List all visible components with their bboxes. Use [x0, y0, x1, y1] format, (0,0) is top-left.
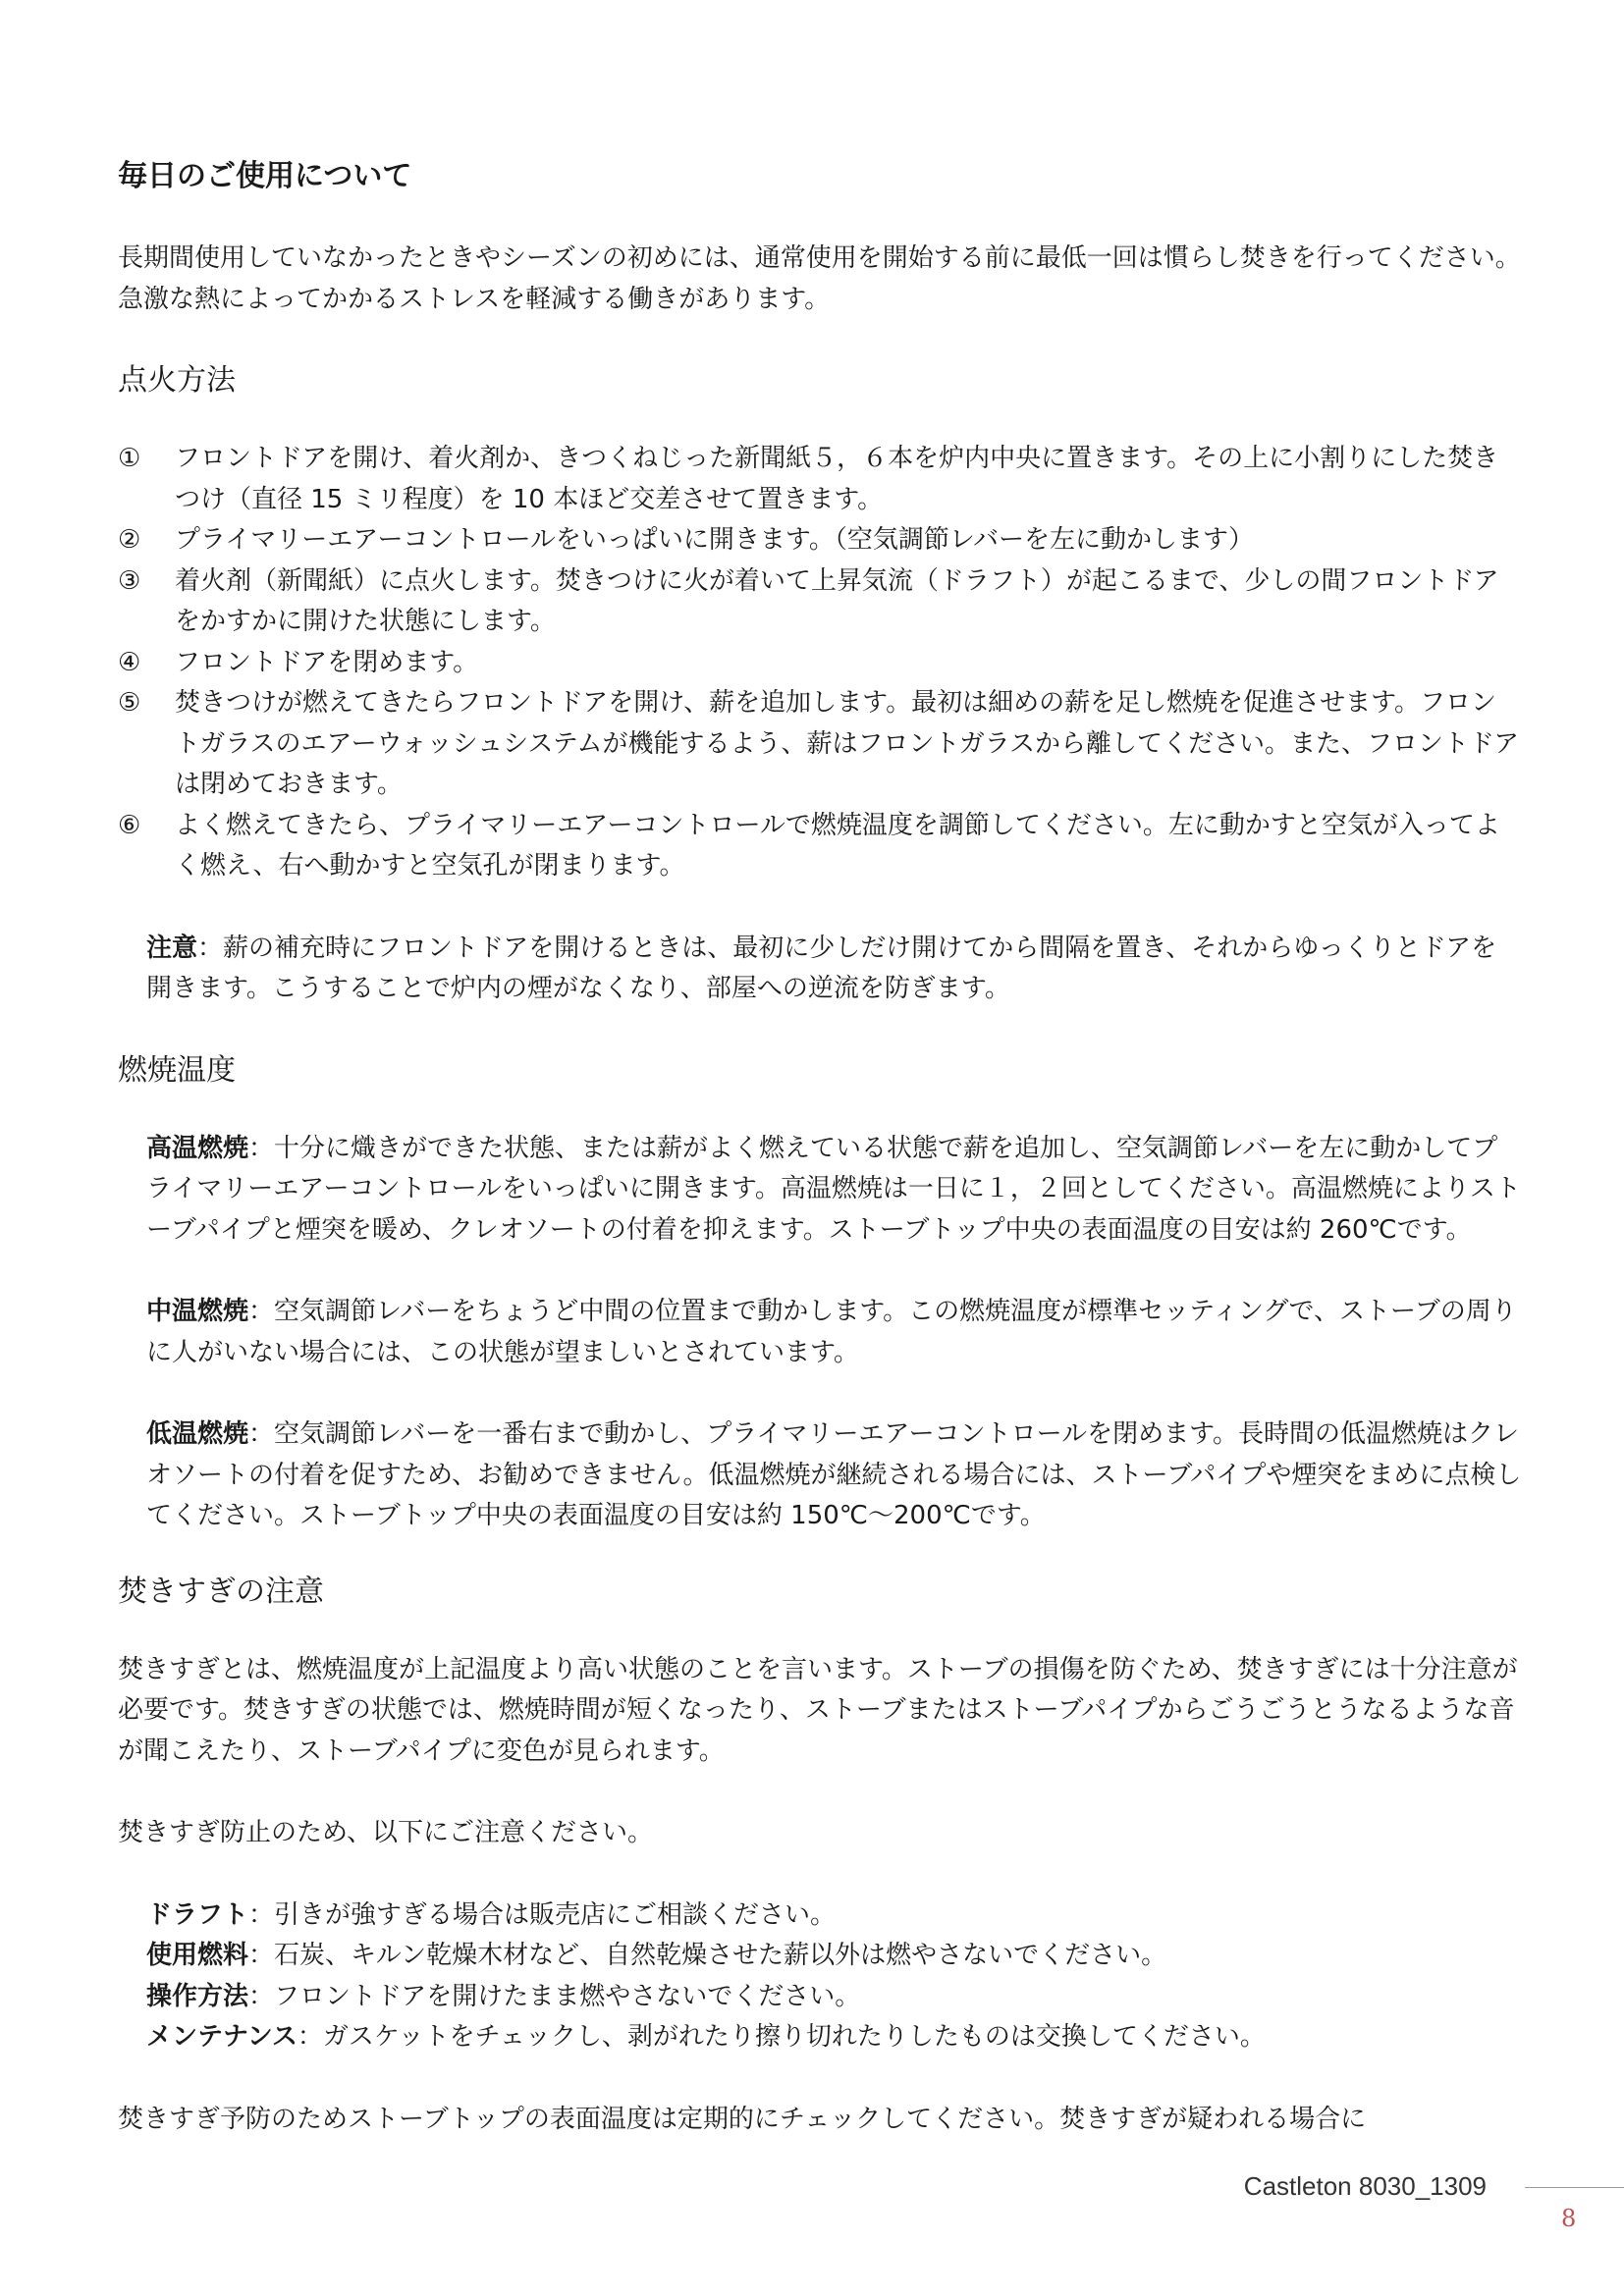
low-burn-paragraph [118, 1415, 1522, 1537]
section-title-overfire: 焚きすぎの注意 [118, 1574, 324, 1609]
caution-label: 注意 [146, 933, 198, 963]
tip-text: ：引きが強すぎる場合は販売店にご相談ください。 [248, 1899, 837, 1930]
tip-text: ：ガスケットをチェックし、剥がれたり擦り切れたりしたものは交換してください。 [297, 2022, 1266, 2052]
step-item [118, 806, 1522, 887]
step-item [118, 643, 1522, 684]
section-title-combustion: 燃焼温度 [118, 1052, 236, 1088]
step-item [118, 683, 1522, 806]
step-item [118, 561, 1522, 643]
step-text: フロントドアを閉めます。 [175, 647, 479, 677]
ignition-steps [118, 439, 1522, 887]
medium-burn-text: ：空気調節レバーをちょうど中間の位置まで動かします。この燃焼温度が標準セッティングで、ストーブの周りに人がいない場合には、この状態が望ましいとされています。 [146, 1297, 1517, 1367]
overfire-check-paragraph: 焚きすぎ予防のためストーブトップの表面温度は定期的にチェックしてください。焚きすぎが疑われる場合に [118, 2104, 1367, 2134]
step-item [118, 520, 1522, 561]
high-burn-paragraph [118, 1129, 1522, 1252]
intro-paragraph: 長期間使用していなかったときやシーズンの初めには、通常使用を開始する前に最低一回は慣らし焚きを行ってください。急激な熱によってかかるストレスを軽減する働きがあります。 [118, 243, 1521, 314]
caution-note [118, 929, 1522, 1010]
footer-rule [1525, 2187, 1624, 2188]
tip-item [146, 2017, 1522, 2058]
caution-text: ：薪の補充時にフロントドアを開けるときは、最初に少しだけ開けてから間隔を置き、それからゆっくりとドアを開きます。こうすることで炉内の煙がなくなり、部屋への逆流を防ぎます。 [146, 933, 1497, 1003]
page-footer [0, 2171, 1624, 2230]
step-text: プライマリーエアーコントロールをいっぱいに開きます。（空気調節レバーを左に動かします） [175, 525, 1255, 555]
step-item [118, 439, 1522, 520]
tip-item [146, 1896, 1522, 1937]
section-title-ignition: 点火方法 [118, 363, 236, 398]
step-number: ④ [118, 647, 141, 677]
step-number: ① [118, 444, 141, 473]
high-burn-label: 高温燃焼 [146, 1133, 249, 1163]
tip-label: 操作方法 [146, 1981, 249, 2011]
step-number: ⑥ [118, 810, 141, 840]
low-burn-text: ：空気調節レバーを一番右まで動かし、プライマリーエアーコントロールを閉めます。長時間の低温燃焼はクレオソートの付着を促すため、お勧めできません。低温燃焼が継続される場合には、ストーブパイプや煙突をまめに点検してください。ストーブトップ中央の表面温度の目安は約 150℃～200℃です。 [146, 1419, 1522, 1530]
step-number: ② [118, 525, 141, 555]
page-title: 毎日のご使用について [118, 159, 412, 193]
step-text: フロントドアを開け、着火剤か、きつくねじった新聞紙５，６本を炉内中央に置きます。その上に小割りにした焚きつけ（直径 15 ミリ程度）を 10 本ほど交差させて置きます。 [175, 444, 1499, 514]
tip-item [146, 1977, 1522, 2018]
overfire-tips [118, 1896, 1522, 2058]
step-text: 焚きつけが燃えてきたらフロントドアを開け、薪を追加します。最初は細めの薪を足し燃焼を促進させます。フロントガラスのエアーウォッシュシステムが機能するよう、薪はフロントガラスから離してください。また、フロントドアは閉めておきます。 [175, 688, 1520, 799]
medium-burn-label: 中温燃焼 [146, 1297, 249, 1326]
tip-item [146, 1936, 1522, 1977]
page-number: 8 [1561, 2205, 1577, 2232]
low-burn-label: 低温燃焼 [146, 1419, 249, 1449]
step-text: 着火剤（新聞紙）に点火します。焚きつけに火が着いて上昇気流（ドラフト）が起こるまで、少しの間フロントドアをかすかに開けた状態にします。 [175, 565, 1499, 636]
medium-burn-paragraph [118, 1292, 1522, 1373]
page-content [118, 157, 1522, 2181]
step-text: よく燃えてきたら、プライマリーエアーコントロールで燃焼温度を調節してください。左に動かすと空気が入ってよく燃え、右へ動かすと空気孔が閉まります。 [175, 810, 1500, 881]
step-number: ③ [118, 565, 141, 596]
tip-text: ：石炭、キルン乾燥木材など、自然乾燥させた薪以外は燃やさないでください。 [248, 1941, 1167, 1970]
overfire-paragraph: 焚きすぎとは、燃焼温度が上記温度より高い状態のことを言います。ストーブの損傷を防ぐため、焚きすぎには十分注意が必要です。焚きすぎの状態では、燃焼時間が短くなったり、ストーブまたはストーブパイプからごうごうとうなるような音が聞こえたり、ストーブパイプに変色が見られます。 [118, 1654, 1518, 1766]
tip-text: ：フロントドアを開けたまま燃やさないでください。 [248, 1981, 861, 2011]
tip-label: メンテナンス [146, 2022, 298, 2052]
overfire-prevention-intro: 焚きすぎ防止のため、以下にご注意ください。 [118, 1818, 653, 1847]
tip-label: ドラフト [146, 1899, 249, 1930]
document-id: Castleton 8030_1309 [1243, 2171, 1487, 2201]
tip-label: 使用燃料 [146, 1941, 249, 1970]
high-burn-text: ：十分に熾きができた状態、または薪がよく燃えている状態で薪を追加し、空気調節レバーを左に動かしてプライマリーエアーコントロールをいっぱいに開きます。高温燃焼は一日に１，２回としてください。高温燃焼によりストーブパイプと煙突を暖め、クレオソートの付着を抑えます。ストーブトップ中央の表面温度の目安は約 260℃です。 [146, 1133, 1521, 1245]
step-number: ⑤ [118, 688, 141, 718]
